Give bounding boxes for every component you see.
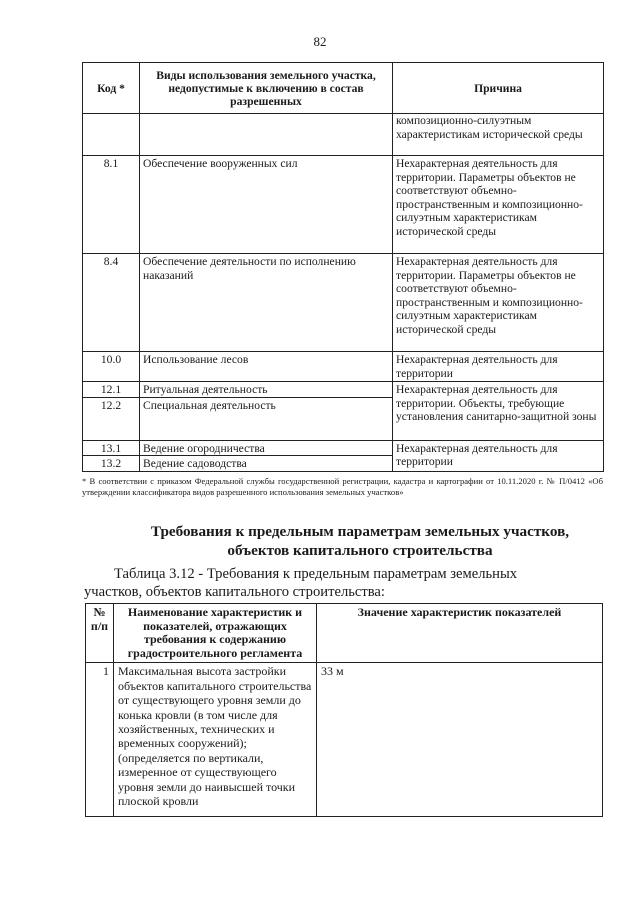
cell-code (83, 114, 140, 156)
table-caption-line1: Таблица 3.12 - Требования к предельным параметрам земельных (114, 566, 518, 582)
cell-code: 13.2 (83, 456, 140, 472)
table-row (83, 382, 604, 398)
table-header-row (86, 604, 603, 663)
table-caption-line2: участков, объектов капитального строительства: (84, 584, 385, 600)
cell-code: 12.2 (83, 397, 140, 440)
cell-reason: Нехарактерная деятельность для территории (393, 440, 604, 471)
cell-type: Обеспечение деятельности по исполнению наказаний (140, 254, 393, 352)
table-row (86, 663, 603, 817)
section-heading (100, 522, 620, 560)
cell-type: Ведение огородничества (140, 440, 393, 456)
cell-value: 33 м (317, 663, 603, 817)
cell-code: 8.4 (83, 254, 140, 352)
cell-type: Ритуальная деятельность (140, 382, 393, 398)
cell-reason: Нехарактерная деятельность для территории. Объекты, требующие установления санитарно-защитной зоны (393, 382, 604, 441)
table-row (83, 114, 604, 156)
cell-type: Специальная деятельность (140, 397, 393, 440)
footnote: * В соответствии с приказом Федеральной службы государственной регистрации, кадастра и картографии от 10.11.2020 г. № П/0412 «Об утверждении классификатора видов разрешенного использования земельных участков» (82, 476, 603, 497)
cell-reason: Нехарактерная деятельность для территории (393, 352, 604, 382)
cell-code: 10.0 (83, 352, 140, 382)
table-row (83, 440, 604, 456)
cell-type: Ведение садоводства (140, 456, 393, 472)
parameters-table (85, 603, 603, 817)
header-value: Значение характеристик показателей (317, 604, 603, 663)
cell-reason: Нехарактерная деятельность для территории. Параметры объектов не соответствуют объемно-пространственным и композиционно-силуэтным характеристикам исторической среды (393, 254, 604, 352)
cell-num: 1 (86, 663, 114, 817)
cell-code: 8.1 (83, 156, 140, 254)
header-code: Код * (83, 63, 140, 114)
cell-name: Максимальная высота застройки объектов капитального строительства от существующего уровня земли до конька кровли (в том числе для хозяйственных, технических и временных сооружений); (определяется по вертикали, измеренное от существующего уровня земли до наивысшей точки плоской кровли (114, 663, 317, 817)
table-caption (84, 565, 624, 601)
cell-reason: Нехарактерная деятельность для территории. Параметры объектов не соответствуют объемно-пространственным и композиционно-силуэтным характеристикам исторической среды (393, 156, 604, 254)
prohibited-uses-table (82, 62, 604, 472)
cell-type (140, 114, 393, 156)
header-name: Наименование характеристик и показателей, отражающих требования к содержанию градостроительного регламента (114, 604, 317, 663)
cell-type: Обеспечение вооруженных сил (140, 156, 393, 254)
cell-reason: композиционно-силуэтным характеристикам исторической среды (393, 114, 604, 156)
table-header-row (83, 63, 604, 114)
header-types: Виды использования земельного участка, недопустимые к включению в состав разрешенных (140, 63, 393, 114)
header-reason: Причина (393, 63, 604, 114)
cell-code: 13.1 (83, 440, 140, 456)
section-heading-line2: объектов капитального строительства (227, 542, 493, 559)
table-row (83, 156, 604, 254)
cell-code: 12.1 (83, 382, 140, 398)
page-number: 82 (313, 34, 327, 49)
header-num: № п/п (86, 604, 114, 663)
table-row (83, 352, 604, 382)
section-heading-line1: Требования к предельным параметрам земельных участков, (150, 523, 570, 540)
table-row (83, 254, 604, 352)
cell-type: Использование лесов (140, 352, 393, 382)
